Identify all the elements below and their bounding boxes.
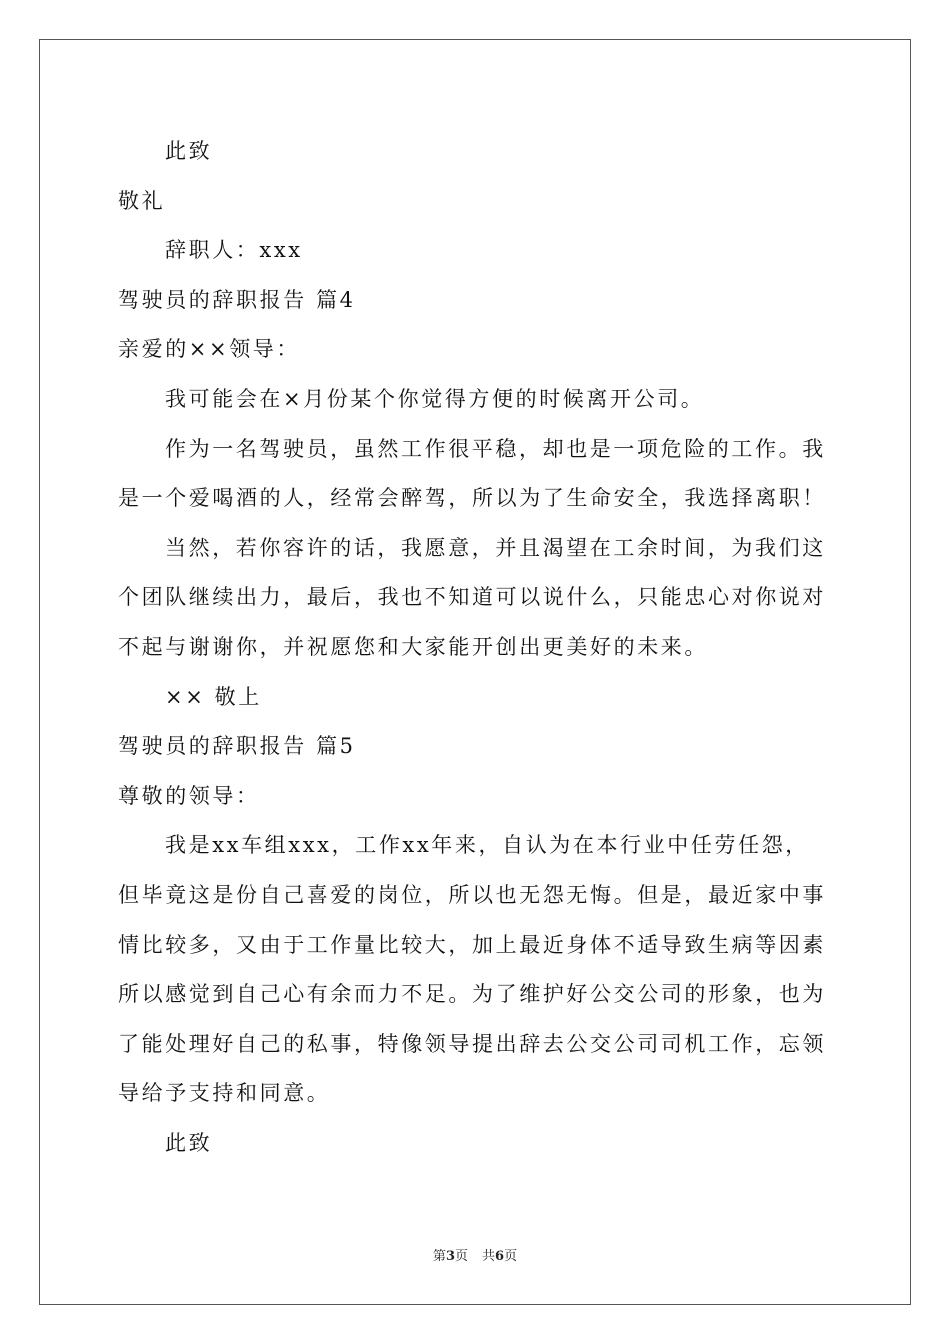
signature-line: ×× 敬上 (165, 684, 262, 709)
text-line: 我是xx车组xxx，工作xx年来，自认为在本行业中任劳任怨， (165, 833, 809, 858)
text-line: 此致 (165, 1130, 213, 1155)
total-prefix: 共 (482, 1249, 496, 1264)
text-line: 了能处理好自己的私事，特像领导提出辞去公交公司司机工作，忘领 (118, 1031, 826, 1056)
text-line: 导给予支持和同意。 (118, 1081, 331, 1106)
total-suffix: 页 (504, 1249, 518, 1264)
text-line: 个团队继续出力，最后，我也不知道可以说什么，只能忠心对你说对 (118, 585, 826, 610)
text-line: 不起与谢谢你，并祝愿您和大家能开创出更美好的未来。 (118, 634, 708, 659)
section-heading: 驾驶员的辞职报告 篇4 (118, 287, 356, 312)
text-line: 敬礼 (118, 188, 166, 213)
text-line: 但毕竟这是份自己喜爱的岗位，所以也无怨无悔。但是，最近家中事 (118, 882, 826, 907)
current-page-number: 3 (445, 1249, 455, 1264)
text-line: 是一个爱喝酒的人，经常会醉驾，所以为了生命安全，我选择离职！ (118, 486, 826, 511)
document-body (118, 127, 838, 1168)
page-suffix: 页 (454, 1249, 468, 1264)
text-line: 此致 (165, 139, 213, 163)
salutation: 亲爱的××领导： (118, 337, 300, 362)
salutation: 尊敬的领导： (118, 783, 260, 808)
page-prefix: 第 (432, 1249, 446, 1264)
text-line: 情比较多，又由于工作量比较大，加上最近身体不适导致生病等因素 (118, 932, 826, 957)
text-line: 我可能会在×月份某个你觉得方便的时候离开公司。 (165, 386, 705, 411)
page-footer (0, 1247, 950, 1267)
text-line: 所以感觉到自己心有余而力不足。为了维护好公交公司的形象，也为 (118, 982, 826, 1007)
total-page-number: 6 (495, 1249, 505, 1264)
section-heading: 驾驶员的辞职报告 篇5 (118, 734, 356, 759)
text-line: 作为一名驾驶员，虽然工作很平稳，却也是一项危险的工作。我 (165, 436, 826, 461)
text-line: 辞职人：xxx (165, 238, 303, 263)
text-line: 当然，若你容许的话，我愿意，并且渴望在工余时间，为我们这 (165, 535, 826, 560)
